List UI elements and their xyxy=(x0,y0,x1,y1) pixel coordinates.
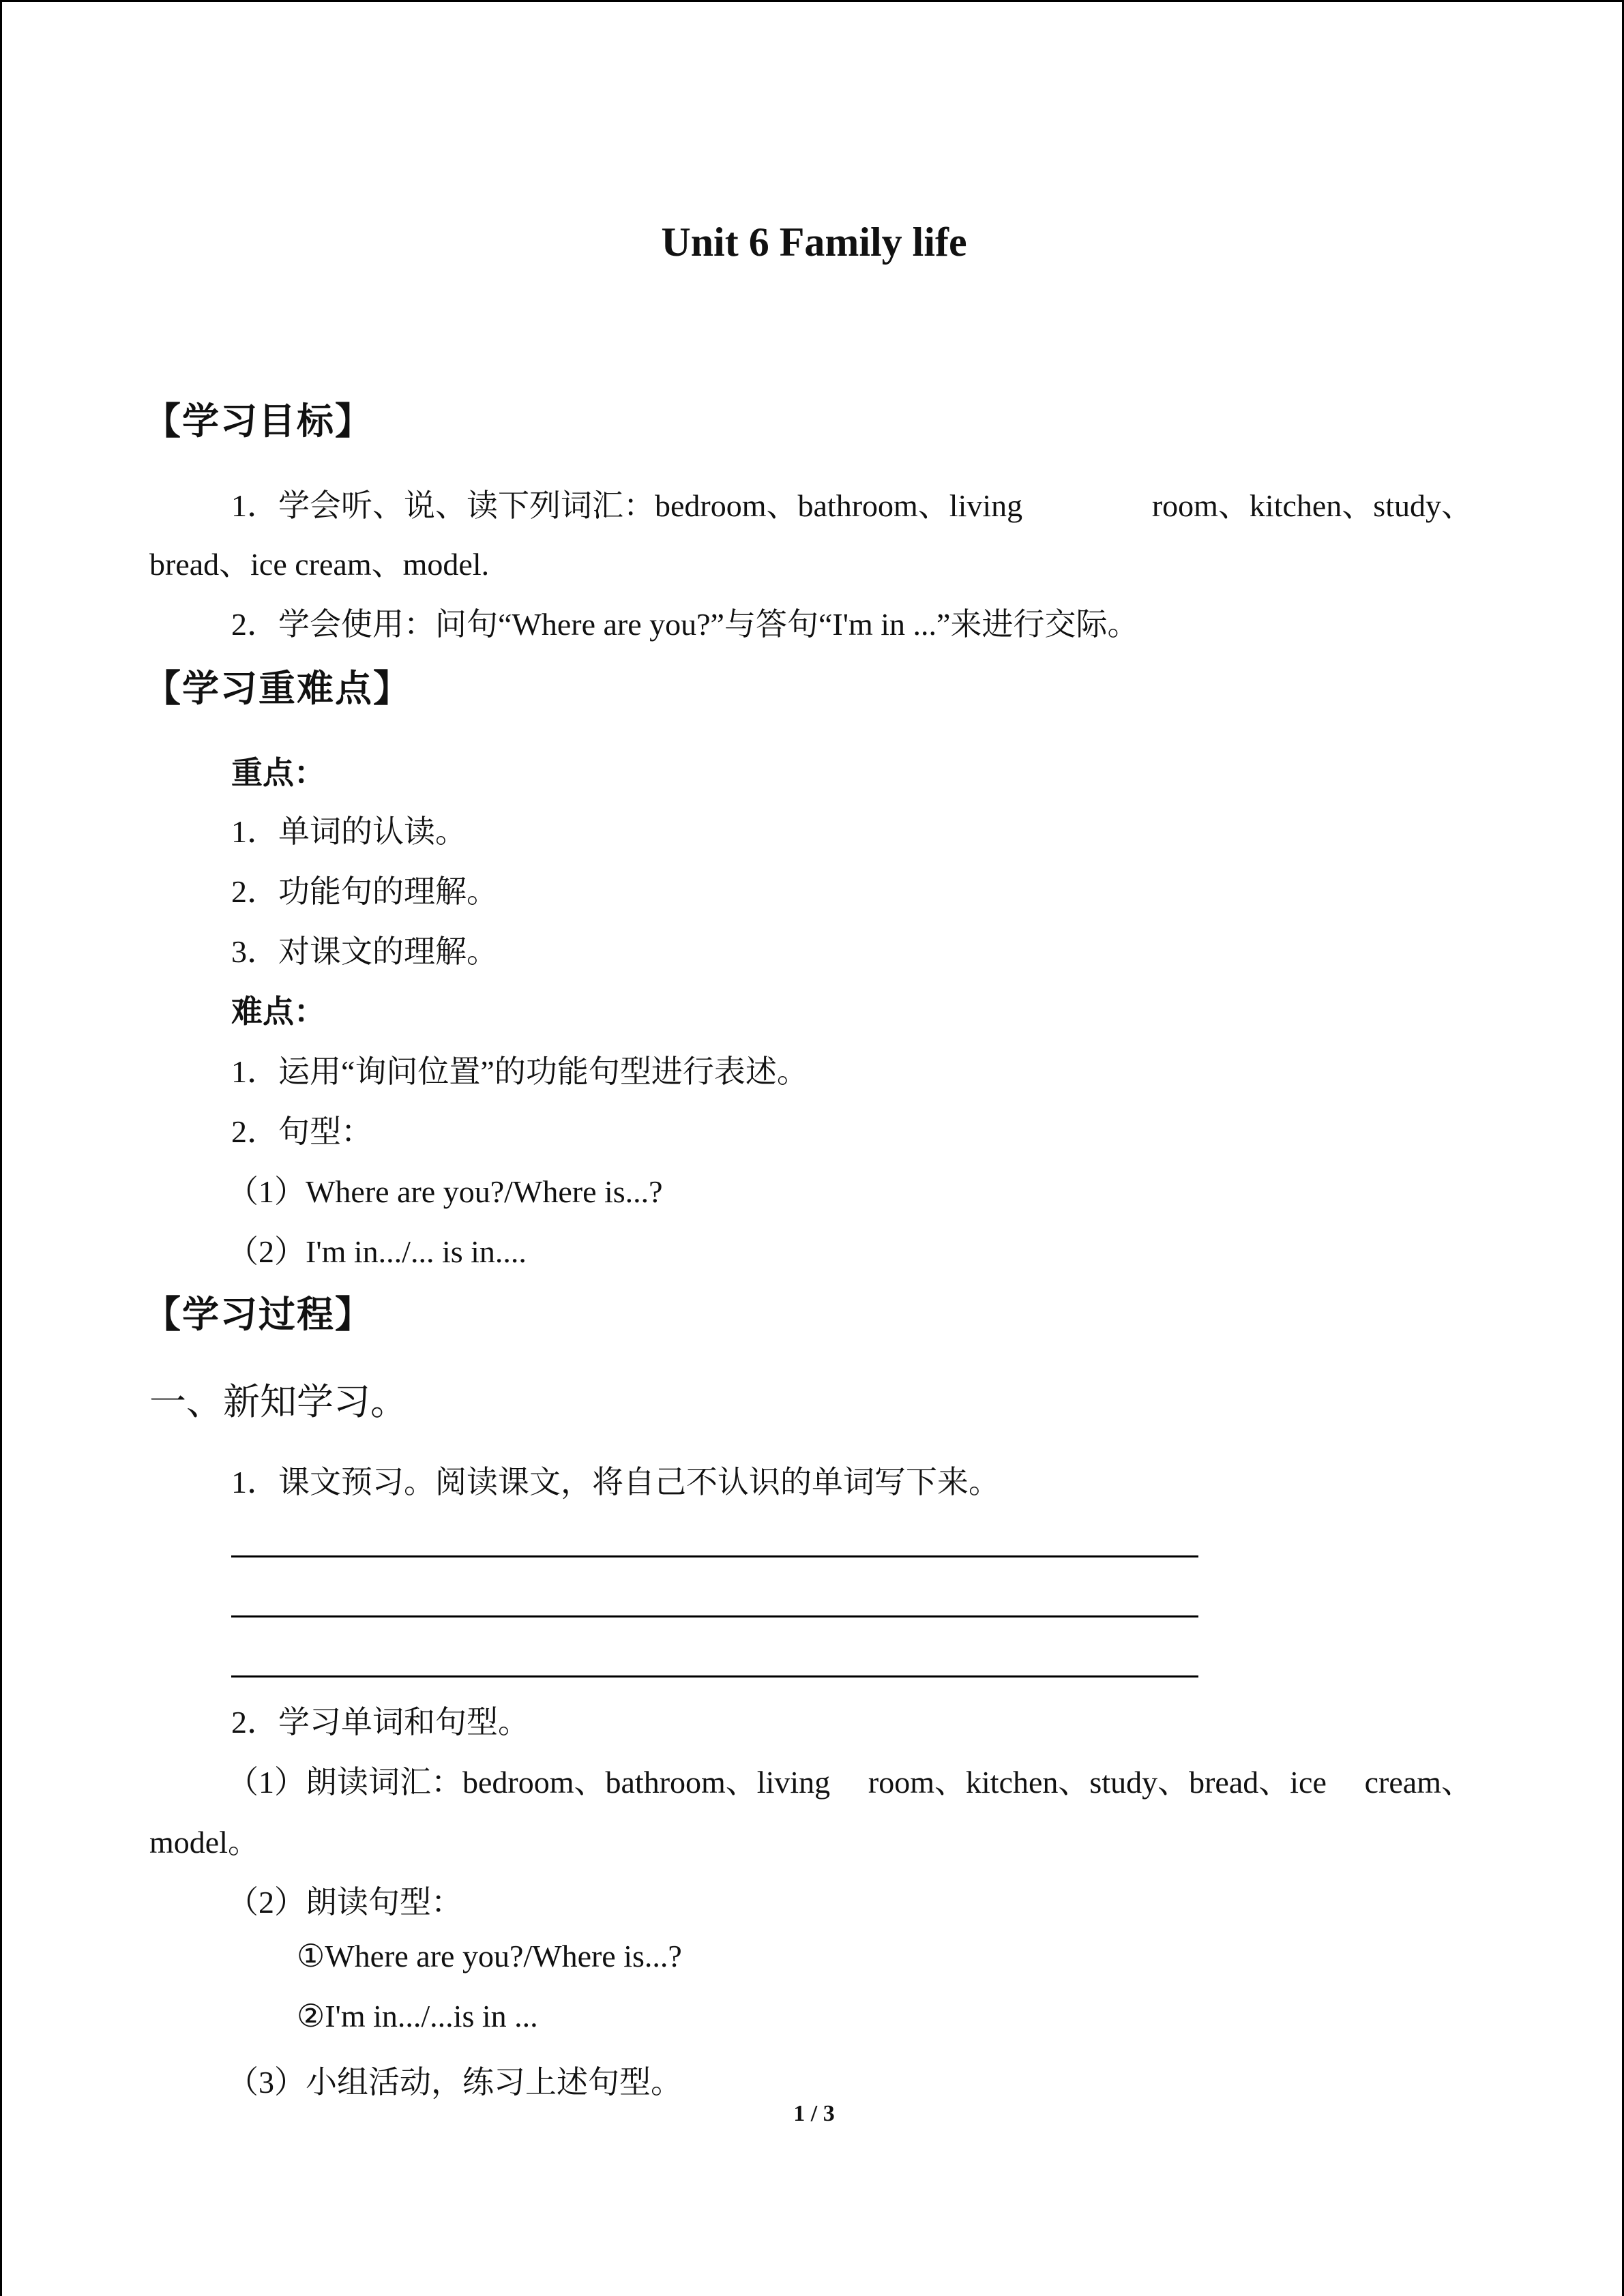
read-words-part-b: room、kitchen、study、bread、ice xyxy=(868,1765,1327,1800)
sentence-pattern-1: ①Where are you?/Where is...? xyxy=(297,1939,682,1973)
read-sentences: （2）朗读句型： xyxy=(227,1885,462,1920)
difficulty-item: 2．句型： xyxy=(231,1114,372,1149)
read-words-part-c: cream、 xyxy=(1364,1765,1473,1800)
goal-item-2: 2．学会使用：问句“Where are you?”与答句“I'm in ...”来进行交际。 xyxy=(231,607,1139,642)
sentence-pattern-2: ②I'm in.../...is in ... xyxy=(297,1999,538,2033)
page-number: 1 / 3 xyxy=(793,2101,835,2126)
document-title: Unit 6 Family life xyxy=(661,220,967,265)
goal-item-1-part-b: room、kitchen、study、 xyxy=(1151,488,1473,523)
step-learn-words: 2．学习单词和句型。 xyxy=(231,1705,529,1740)
focus-item: 2．功能句的理解。 xyxy=(231,874,498,909)
read-words-line-1 xyxy=(227,1757,1473,1802)
difficulty-item: 1．运用“询问位置”的功能句型进行表述。 xyxy=(231,1054,808,1089)
focus-item: 1．单词的认读。 xyxy=(231,814,467,849)
read-words-line-2: model。 xyxy=(149,1825,259,1860)
difficulty-item: （2）I'm in.../... is in.... xyxy=(227,1234,527,1269)
key-points-heading: 【学习重难点】 xyxy=(144,668,411,709)
answer-blank-line[interactable] xyxy=(231,1675,1198,1678)
goal-item-1-line-2: bread、ice cream、model. xyxy=(149,547,490,582)
step-preview: 1．课文预习。阅读课文，将自己不认识的单词写下来。 xyxy=(231,1465,1000,1500)
section-new-knowledge: 一、新知学习。 xyxy=(149,1382,407,1422)
focus-label: 重点： xyxy=(231,756,325,790)
goal-item-1-part-a: 1．学会听、说、读下列词汇：bedroom、bathroom、living xyxy=(231,488,1023,523)
answer-blank-line[interactable] xyxy=(231,1555,1198,1557)
process-heading: 【学习过程】 xyxy=(144,1294,373,1335)
group-activity: （3）小组活动，练习上述句型。 xyxy=(227,2065,682,2100)
difficulty-item: （1）Where are you?/Where is...? xyxy=(227,1174,663,1209)
difficulty-label: 难点： xyxy=(231,994,325,1029)
read-words-part-a: （1）朗读词汇：bedroom、bathroom、living xyxy=(227,1765,831,1800)
goals-heading: 【学习目标】 xyxy=(144,401,373,442)
answer-blank-line[interactable] xyxy=(231,1615,1198,1617)
focus-item: 3．对课文的理解。 xyxy=(231,934,498,969)
goal-item-1-line-1 xyxy=(231,481,1473,526)
